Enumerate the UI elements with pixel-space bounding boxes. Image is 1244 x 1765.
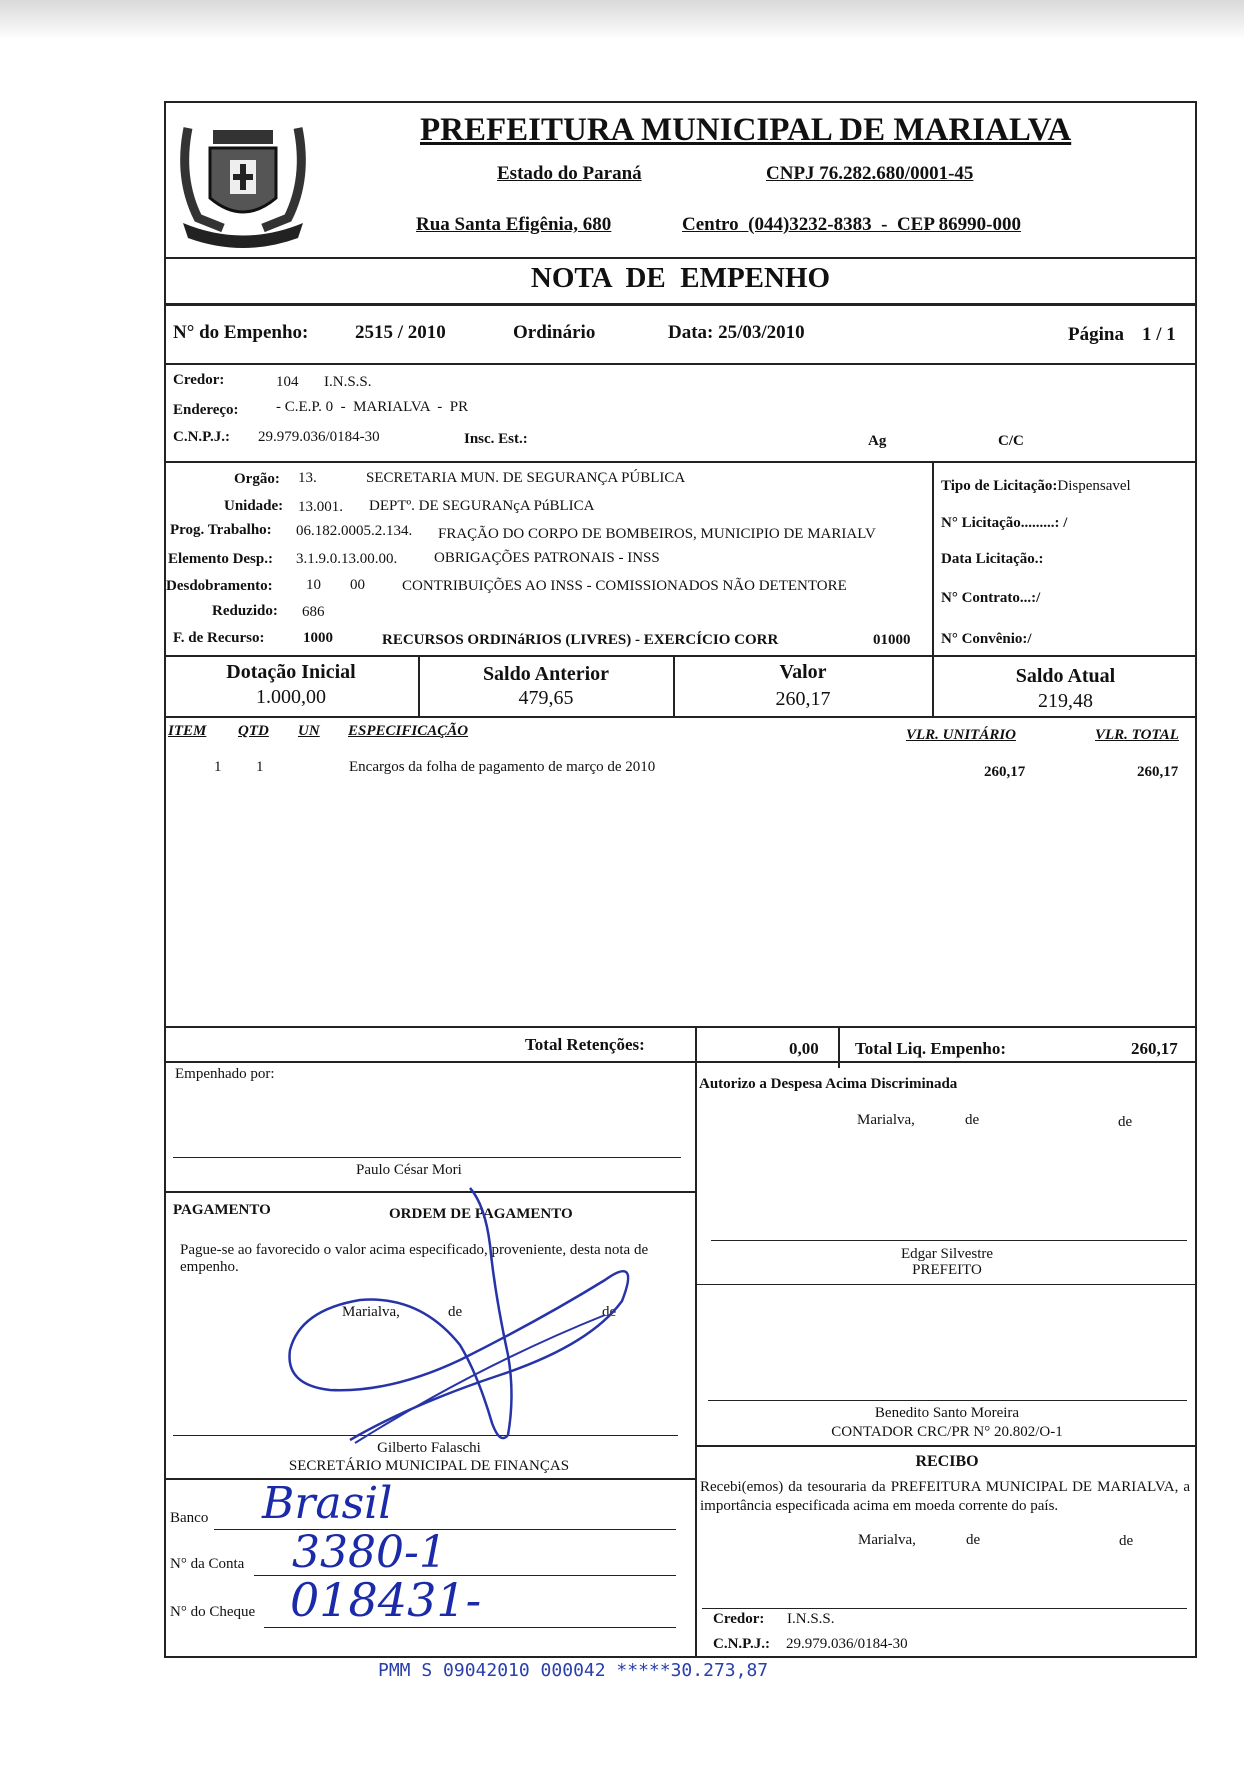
convenio-number: N° Convênio:/	[941, 631, 1032, 647]
reduzido-label: Reduzido:	[212, 603, 278, 619]
cnpj-label: CNPJ 76.282.680/0001-45	[766, 163, 974, 184]
empenhado-name: Paulo César Mori	[356, 1162, 462, 1178]
cheque-value: 018431-	[290, 1573, 482, 1627]
contrato-number: N° Contrato...:/	[941, 590, 1041, 606]
recibo-place: Marialva,	[858, 1532, 916, 1548]
document-title: NOTA DE EMPENHO	[530, 262, 831, 294]
contador-title: CONTADOR CRC/PR N° 20.802/O-1	[831, 1424, 1063, 1440]
retencoes-label: Total Retenções:	[525, 1035, 645, 1054]
conta-value: 3380-1	[292, 1527, 447, 1578]
recibo-credor-label: Credor:	[713, 1611, 765, 1627]
payment-stamp: PMM S 09042010 000042 *****30.273,87	[378, 1660, 769, 1681]
saldo-anterior-value: 479,65	[518, 687, 574, 709]
autorizo-de2: de	[1118, 1114, 1133, 1130]
desdobramento-label: Desdobramento:	[166, 578, 273, 594]
valor-label: Valor	[779, 661, 827, 683]
prog-name: FRAÇÃO DO CORPO DE BOMBEIROS, MUNICIPIO DE MARIALV	[438, 526, 876, 542]
ag-label: Ag	[868, 433, 887, 449]
prefeito-title: PREFEITO	[912, 1262, 982, 1278]
recibo-credor: I.N.S.S.	[787, 1611, 835, 1627]
page-number: 1 / 1	[1142, 324, 1176, 345]
prog-label: Prog. Trabalho:	[170, 522, 272, 538]
contact-label: Centro (044)3232-8383 - CEP 86990-000	[682, 214, 1021, 235]
autorizo-title: Autorizo a Despesa Acima Discriminada	[699, 1076, 958, 1092]
cheque-label: N° do Cheque	[170, 1604, 256, 1620]
state-label: Estado do Paraná	[497, 163, 642, 184]
address-label: Rua Santa Efigênia, 680	[416, 214, 612, 235]
autorizo-place: Marialva,	[857, 1112, 915, 1128]
orgao-name: SECRETARIA MUN. DE SEGURANÇA PÚBLICA	[366, 470, 686, 486]
reduzido-value: 686	[302, 604, 325, 620]
conta-label: N° da Conta	[170, 1556, 245, 1572]
col-item: ITEM	[168, 723, 207, 739]
licitacao-tipo-label	[941, 478, 1131, 495]
recurso-name: RECURSOS ORDINáRIOS (LIVRES) - EXERCÍCIO CORR	[382, 632, 779, 648]
pagamento-text: Pague-se ao favorecido o valor acima especificado, proveniente, desta nota de empenho.	[180, 1242, 649, 1275]
recurso-label: F. de Recurso:	[173, 630, 265, 646]
elemento-code: 3.1.9.0.13.00.00.	[296, 551, 398, 567]
elemento-label: Elemento Desp.:	[168, 551, 273, 567]
ordem-title: ORDEM DE PAGAMENTO	[389, 1206, 573, 1222]
dotacao-label: Dotação Inicial	[226, 661, 356, 683]
recurso-code: 1000	[303, 630, 333, 646]
recibo-text: Recebi(emos) da tesouraria da PREFEITURA MUNICIPAL DE MARIALVA, a importância especificada acima em moeda corrente do país.	[700, 1479, 1190, 1514]
credor-code: 104	[276, 374, 299, 390]
unidade-label: Unidade:	[224, 498, 284, 514]
saldo-anterior-label: Saldo Anterior	[482, 663, 610, 685]
recibo-de1: de	[966, 1532, 981, 1548]
col-vlr-total: VLR. TOTAL	[1095, 727, 1179, 743]
credor-label: Credor:	[173, 372, 225, 388]
recibo-cnpj: 29.979.036/0184-30	[786, 1636, 908, 1652]
scan-shadow	[0, 0, 1244, 40]
saldo-atual-value: 219,48	[1038, 690, 1093, 712]
recibo-title: RECIBO	[915, 1453, 979, 1470]
liq-label: Total Liq. Empenho:	[855, 1039, 1006, 1058]
empenho-number: 2515 / 2010	[355, 322, 446, 343]
page-label: Página	[1068, 324, 1124, 345]
handwritten-signature	[260, 1185, 660, 1465]
pagamento-place: Marialva,	[342, 1304, 400, 1320]
licitacao-tipo-value: Dispensavel	[1057, 478, 1131, 494]
pagamento-de1: de	[448, 1304, 463, 1320]
retencoes-value: 0,00	[789, 1039, 819, 1058]
credor-name: I.N.S.S.	[324, 374, 372, 390]
desdobramento-code2: 00	[350, 577, 365, 593]
municipal-crest-icon	[168, 108, 318, 256]
empenho-date: Data: 25/03/2010	[668, 322, 805, 343]
saldo-atual-label: Saldo Atual	[1015, 665, 1116, 687]
banco-value: Brasil	[262, 1478, 393, 1529]
col-espec: ESPECIFICAÇÃO	[348, 723, 469, 739]
col-vlr-unit: VLR. UNITÁRIO	[906, 727, 1017, 743]
licitacao-tipo-label-text: Tipo de Licitação:	[941, 478, 1058, 494]
item-number: 1	[214, 759, 222, 775]
empenhado-label: Empenhado por:	[175, 1066, 275, 1082]
pagamento-title: PAGAMENTO	[173, 1202, 271, 1218]
elemento-name: OBRIGAÇÕES PATRONAIS - INSS	[434, 550, 660, 566]
licitacao-numero: N° Licitação.........: /	[941, 515, 1068, 531]
endereco-value: - C.E.P. 0 - MARIALVA - PR	[276, 399, 469, 415]
insc-label: Insc. Est.:	[464, 431, 528, 447]
unidade-name: DEPTº. DE SEGURANçA PúBLICA	[369, 498, 595, 514]
item-qtd: 1	[256, 759, 264, 775]
page-title: PREFEITURA MUNICIPAL DE MARIALVA	[420, 112, 1072, 148]
dotacao-value: 1.000,00	[256, 686, 326, 708]
desdobramento-name: CONTRIBUIÇÕES AO INSS - COMISSIONADOS NÃO DETENTORE	[402, 578, 847, 594]
orgao-code: 13.	[298, 470, 317, 486]
item-vlr-total: 260,17	[1137, 764, 1179, 780]
secretario-title: SECRETÁRIO MUNICIPAL DE FINANÇAS	[288, 1458, 570, 1474]
banco-label: Banco	[170, 1510, 209, 1526]
orgao-label: Orgão:	[234, 471, 280, 487]
recurso-code2: 01000	[873, 632, 911, 648]
desdobramento-code1: 10	[306, 577, 321, 593]
item-vlr-unit: 260,17	[984, 764, 1026, 780]
autorizo-de1: de	[965, 1112, 980, 1128]
prefeito-name: Edgar Silvestre	[900, 1246, 994, 1262]
empenho-number-label: N° do Empenho:	[173, 322, 309, 343]
credor-cnpj: 29.979.036/0184-30	[258, 429, 380, 445]
col-un: UN	[298, 723, 320, 739]
prog-code: 06.182.0005.2.134.	[296, 523, 413, 539]
col-qtd: QTD	[238, 723, 269, 739]
pagamento-de2: de	[602, 1304, 617, 1320]
licitacao-data: Data Licitação.:	[941, 551, 1044, 567]
endereco-label: Endereço:	[173, 402, 239, 418]
unidade-code: 13.001.	[298, 499, 343, 515]
cc-label: C/C	[998, 433, 1024, 449]
valor-value: 260,17	[775, 688, 831, 710]
recibo-de2: de	[1119, 1533, 1134, 1549]
recibo-cnpj-label: C.N.P.J.:	[713, 1636, 770, 1652]
item-espec: Encargos da folha de pagamento de março de 2010	[349, 759, 656, 775]
empenho-type: Ordinário	[513, 322, 596, 343]
credor-cnpj-label: C.N.P.J.:	[173, 429, 230, 445]
liq-value: 260,17	[1131, 1039, 1178, 1058]
contador-name: Benedito Santo Moreira	[874, 1405, 1020, 1421]
secretario-name: Gilberto Falaschi	[377, 1440, 481, 1456]
